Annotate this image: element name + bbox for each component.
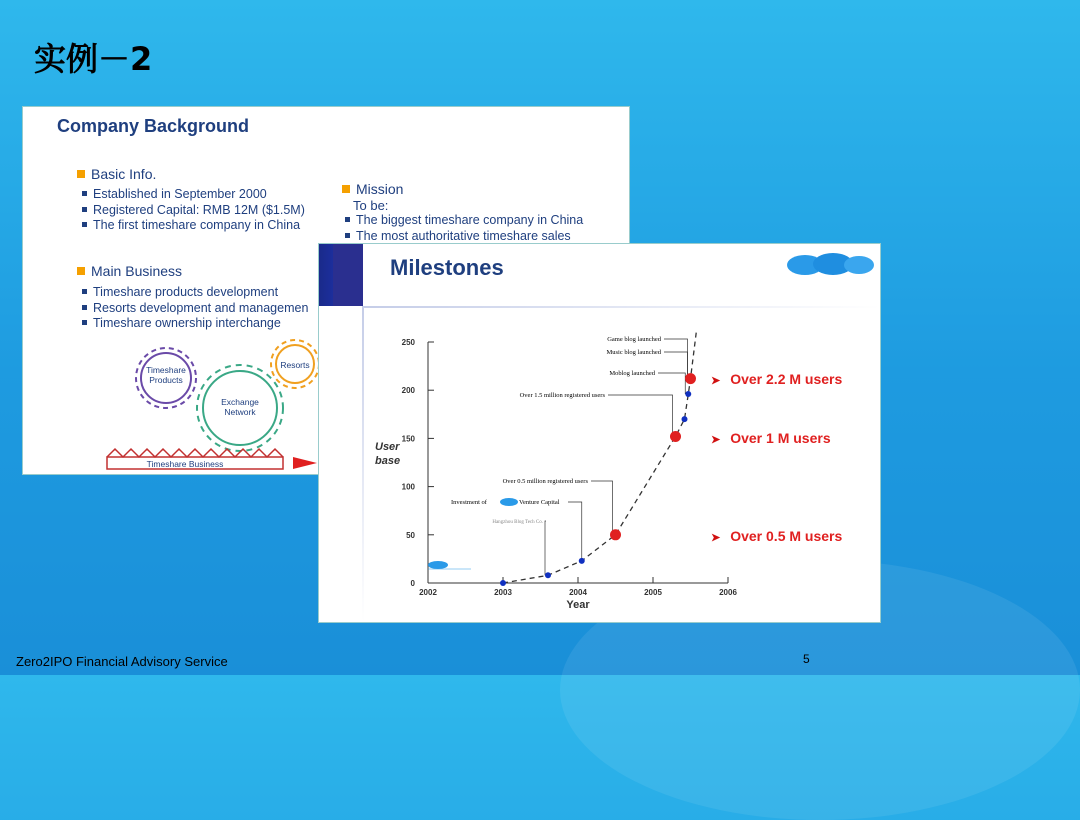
company-logo-icon (785, 252, 875, 278)
annotation-label: Venture Capital (519, 499, 560, 506)
x-tick-label: 2003 (494, 588, 512, 597)
slide2-rule (362, 306, 880, 308)
y-tick-label: 200 (401, 386, 415, 396)
mission-intro: To be: (353, 198, 389, 213)
milestones-chart (363, 310, 737, 622)
milestone-large-point (610, 529, 621, 540)
milestone-point (500, 580, 506, 586)
callout-0-5m: ➤ Over 0.5 M users (711, 528, 843, 544)
gear-label-base: Timeshare Business (146, 459, 224, 469)
annotation-leader (658, 373, 685, 394)
annotation-leader (591, 481, 613, 535)
milestone-large-point (670, 431, 681, 442)
annotation-leader (568, 502, 582, 561)
y-axis-label-line: User (375, 441, 400, 453)
mission-list (345, 213, 583, 244)
arrow-right-icon: ➤ (711, 375, 721, 387)
annotation-label: Investment of (451, 499, 487, 506)
x-tick-label: 2006 (719, 588, 737, 597)
orange-square-icon (77, 267, 85, 275)
footer-text: Zero2IPO Financial Advisory Service (16, 654, 228, 669)
list-item: The biggest timeshare company in China (345, 213, 583, 229)
list-item: The first timeshare company in China (82, 218, 305, 234)
list-item: Resorts development and managemen (82, 301, 308, 317)
list-item: The most authoritative timeshare sales (345, 229, 583, 245)
slide1-title: Company Background (57, 116, 250, 136)
orange-square-icon (342, 185, 350, 193)
arrow-right-icon: ➤ (711, 434, 721, 446)
milestone-point (682, 416, 688, 422)
orange-square-icon (77, 170, 85, 178)
annotation-label: Moblog launched (609, 370, 655, 377)
list-item: Timeshare ownership interchange (82, 316, 308, 332)
slide2-strip (333, 244, 363, 306)
callout-2-2m: ➤ Over 2.2 M users (711, 371, 843, 387)
y-axis-label-line: base (375, 455, 401, 467)
annotation-leader (664, 352, 688, 379)
trend-curve (503, 330, 697, 583)
list-item: Established in September 2000 (82, 187, 305, 203)
mission-heading: Mission (342, 181, 403, 197)
chart-axes (428, 342, 728, 583)
annotation-label: Music blog launched (606, 349, 661, 356)
y-axis-label (375, 441, 400, 467)
x-tick-label: 2002 (419, 588, 437, 597)
arrow-right-icon: ➤ (711, 532, 721, 544)
gear-label-products: Timeshare Products (146, 365, 186, 385)
basic-info-list (82, 187, 305, 234)
x-tick-label: 2004 (569, 588, 587, 597)
basic-info-heading: Basic Info. (77, 166, 156, 182)
x-tick-label: 2005 (644, 588, 662, 597)
annotation-label: Game blog launched (607, 336, 661, 343)
y-tick-label: 50 (406, 530, 415, 540)
milestone-point (579, 558, 585, 564)
annotation-leader (545, 521, 546, 575)
milestone-point (545, 572, 551, 578)
arrow-right-icon (293, 457, 317, 469)
y-tick-label: 100 (401, 482, 415, 492)
page-title: 实例－2 (34, 40, 153, 78)
gear-label-exchange: Exchange Network (221, 397, 259, 417)
gear-label-resorts: Resorts (280, 360, 310, 370)
investor-logo-icon (500, 498, 518, 506)
y-tick-label: 250 (401, 338, 415, 347)
main-business-heading: Main Business (77, 263, 182, 279)
page-number: 5 (803, 652, 810, 666)
x-axis-label: Year (566, 599, 590, 611)
y-tick-label: 150 (401, 434, 415, 444)
milestone-large-point (685, 373, 696, 384)
annotation-label: Hangzhou Blog Tech Co. (492, 520, 543, 525)
annotation-label: Over 1.5 million registered users (519, 392, 605, 399)
milestones-slide (318, 243, 881, 623)
milestone-point (685, 391, 691, 397)
partner-logo-icon (428, 561, 448, 569)
annotation-label: Over 0.5 million registered users (502, 478, 588, 485)
callout-1m: ➤ Over 1 M users (711, 430, 831, 446)
main-business-list (82, 285, 308, 332)
y-tick-label: 0 (410, 579, 415, 588)
annotation-leader (608, 395, 673, 436)
slide2-title: Milestones (390, 255, 504, 280)
list-item: Timeshare products development (82, 285, 308, 301)
list-item: Registered Capital: RMB 12M ($1.5M) (82, 203, 305, 219)
